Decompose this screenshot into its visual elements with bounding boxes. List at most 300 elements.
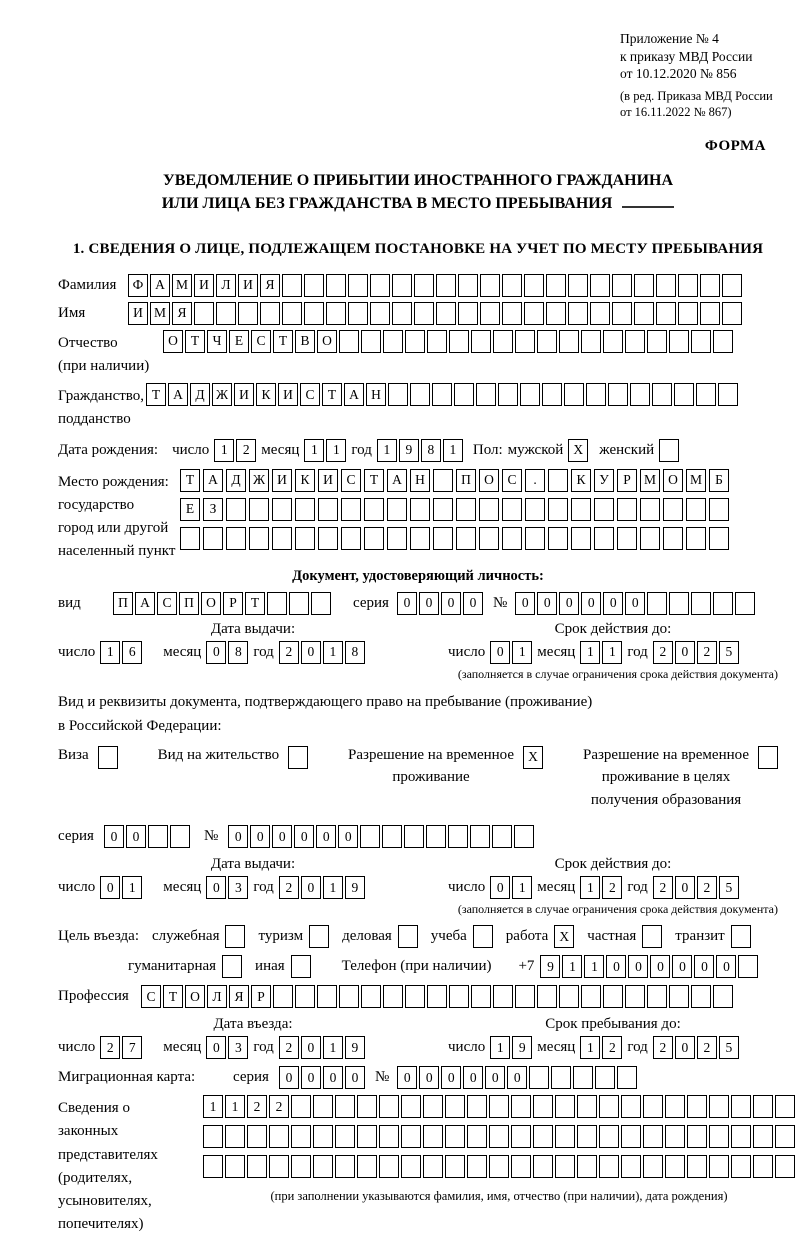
birthplace-cell[interactable]: И (272, 469, 292, 492)
representative-cell[interactable] (533, 1155, 553, 1178)
res-number-cell[interactable] (360, 825, 380, 848)
birthplace-cell[interactable] (341, 498, 361, 521)
doc-type-cell[interactable]: П (179, 592, 199, 615)
profession-cell[interactable]: О (185, 985, 205, 1008)
birthplace-cell[interactable]: М (686, 469, 706, 492)
phone-digit-cell[interactable] (738, 955, 758, 978)
identity-validity-month-cell[interactable]: 1 (580, 641, 600, 664)
surname-cell[interactable] (370, 274, 390, 297)
birthplace-cell[interactable] (295, 527, 315, 550)
representative-cell[interactable] (665, 1125, 685, 1148)
profession-cell[interactable] (361, 985, 381, 1008)
birthplace-cell[interactable] (548, 469, 568, 492)
profession-cell[interactable] (471, 985, 491, 1008)
profession-cell[interactable] (647, 985, 667, 1008)
birth-year-cell[interactable]: 1 (377, 439, 397, 462)
birthplace-cell[interactable] (548, 527, 568, 550)
phone-digit-cell[interactable]: 0 (672, 955, 692, 978)
representative-cell[interactable] (753, 1095, 773, 1118)
representative-cell[interactable] (401, 1125, 421, 1148)
patronymic-cell[interactable]: О (317, 330, 337, 353)
representative-cell[interactable] (357, 1155, 377, 1178)
surname-cell[interactable] (634, 274, 654, 297)
citizenship-cell[interactable] (388, 383, 408, 406)
res-number-cell[interactable]: 0 (294, 825, 314, 848)
representative-cell[interactable] (599, 1155, 619, 1178)
res-number-cell[interactable] (470, 825, 490, 848)
patronymic-cell[interactable]: В (295, 330, 315, 353)
residence-validity-day-cell[interactable]: 0 (490, 876, 510, 899)
birthplace-cell[interactable] (686, 527, 706, 550)
patronymic-cell[interactable] (625, 330, 645, 353)
birth-year-cell[interactable]: 8 (421, 439, 441, 462)
birthplace-cell[interactable] (272, 527, 292, 550)
firstname-cell[interactable]: Я (172, 302, 192, 325)
profession-cell[interactable] (713, 985, 733, 1008)
residence-validity-year-cell[interactable]: 2 (697, 876, 717, 899)
representative-cell[interactable] (225, 1155, 245, 1178)
representative-cell[interactable] (577, 1095, 597, 1118)
doc-number-cell[interactable]: 0 (559, 592, 579, 615)
representative-cell[interactable] (313, 1095, 333, 1118)
firstname-cell[interactable] (326, 302, 346, 325)
citizenship-cell[interactable] (718, 383, 738, 406)
representative-cell[interactable] (753, 1155, 773, 1178)
birthplace-cell[interactable] (318, 527, 338, 550)
patronymic-cell[interactable]: Т (273, 330, 293, 353)
representative-cell[interactable] (467, 1095, 487, 1118)
citizenship-cell[interactable]: А (168, 383, 188, 406)
identity-issue-day-cell[interactable]: 6 (122, 641, 142, 664)
representative-cell[interactable] (467, 1125, 487, 1148)
profession-cell[interactable] (691, 985, 711, 1008)
birthplace-cell[interactable] (709, 527, 729, 550)
res-number-cell[interactable] (426, 825, 446, 848)
representative-cell[interactable] (665, 1155, 685, 1178)
firstname-cell[interactable]: И (128, 302, 148, 325)
citizenship-cell[interactable]: Т (146, 383, 166, 406)
representative-cell[interactable] (577, 1155, 597, 1178)
citizenship-cell[interactable]: К (256, 383, 276, 406)
res-series-cell[interactable] (148, 825, 168, 848)
citizenship-cell[interactable]: С (300, 383, 320, 406)
birthplace-cell[interactable] (226, 498, 246, 521)
birthplace-cell[interactable] (571, 527, 591, 550)
mc-series-cell[interactable]: 0 (279, 1066, 299, 1089)
surname-cell[interactable] (348, 274, 368, 297)
doc-type-cell[interactable]: О (201, 592, 221, 615)
citizenship-cell[interactable] (542, 383, 562, 406)
birthplace-cell[interactable]: О (479, 469, 499, 492)
citizenship-cell[interactable]: Т (322, 383, 342, 406)
representative-cell[interactable] (731, 1125, 751, 1148)
profession-cell[interactable] (625, 985, 645, 1008)
patronymic-cell[interactable]: О (163, 330, 183, 353)
res-series-cell[interactable]: 0 (126, 825, 146, 848)
firstname-cell[interactable] (238, 302, 258, 325)
representative-cell[interactable] (511, 1095, 531, 1118)
entry-month-cell[interactable]: 0 (206, 1036, 226, 1059)
mc-series-cell[interactable]: 0 (345, 1066, 365, 1089)
patronymic-cell[interactable] (537, 330, 557, 353)
surname-cell[interactable]: Ф (128, 274, 148, 297)
patronymic-cell[interactable] (559, 330, 579, 353)
representative-cell[interactable] (687, 1155, 707, 1178)
birthplace-cell[interactable]: К (571, 469, 591, 492)
res-number-cell[interactable]: 0 (316, 825, 336, 848)
firstname-cell[interactable]: М (150, 302, 170, 325)
surname-cell[interactable] (458, 274, 478, 297)
firstname-cell[interactable] (348, 302, 368, 325)
firstname-cell[interactable] (260, 302, 280, 325)
representative-cell[interactable] (247, 1125, 267, 1148)
patronymic-cell[interactable] (581, 330, 601, 353)
birthplace-cell[interactable]: И (318, 469, 338, 492)
citizenship-cell[interactable]: Д (190, 383, 210, 406)
residence-issue-month-cell[interactable]: 0 (206, 876, 226, 899)
identity-validity-day-cell[interactable]: 1 (512, 641, 532, 664)
birthplace-cell[interactable] (364, 498, 384, 521)
birthplace-cell[interactable]: Т (364, 469, 384, 492)
birthplace-cell[interactable] (640, 498, 660, 521)
representative-cell[interactable] (379, 1155, 399, 1178)
representative-cell[interactable]: 1 (203, 1095, 223, 1118)
phone-digit-cell[interactable]: 0 (694, 955, 714, 978)
birthplace-cell[interactable] (433, 527, 453, 550)
birthplace-cell[interactable]: А (387, 469, 407, 492)
identity-validity-month-cell[interactable]: 1 (602, 641, 622, 664)
representative-cell[interactable] (599, 1095, 619, 1118)
birthplace-cell[interactable]: А (203, 469, 223, 492)
birthplace-cell[interactable] (410, 527, 430, 550)
birthplace-cell[interactable] (295, 498, 315, 521)
birthplace-cell[interactable] (663, 527, 683, 550)
stay-year-cell[interactable]: 2 (697, 1036, 717, 1059)
res-number-cell[interactable] (448, 825, 468, 848)
entry-year-cell[interactable]: 0 (301, 1036, 321, 1059)
birthplace-cell[interactable]: М (640, 469, 660, 492)
doc-number-cell[interactable] (669, 592, 689, 615)
representative-cell[interactable] (423, 1155, 443, 1178)
identity-validity-year-cell[interactable]: 2 (653, 641, 673, 664)
entry-day-cell[interactable]: 7 (122, 1036, 142, 1059)
birthplace-cell[interactable] (525, 527, 545, 550)
patronymic-cell[interactable]: Е (229, 330, 249, 353)
identity-validity-year-cell[interactable]: 5 (719, 641, 739, 664)
birth-year-cell[interactable]: 9 (399, 439, 419, 462)
representative-cell[interactable] (445, 1095, 465, 1118)
residence-issue-year-cell[interactable]: 9 (345, 876, 365, 899)
profession-cell[interactable] (273, 985, 293, 1008)
doc-type-cell[interactable] (289, 592, 309, 615)
representative-cell[interactable] (709, 1155, 729, 1178)
birthplace-cell[interactable] (594, 527, 614, 550)
profession-cell[interactable] (383, 985, 403, 1008)
stay-month-cell[interactable]: 1 (580, 1036, 600, 1059)
stay-day-cell[interactable]: 9 (512, 1036, 532, 1059)
surname-cell[interactable] (656, 274, 676, 297)
birthplace-cell[interactable] (594, 498, 614, 521)
purpose-other-checkbox[interactable] (291, 955, 311, 978)
birthplace-cell[interactable] (387, 498, 407, 521)
identity-issue-month-cell[interactable]: 0 (206, 641, 226, 664)
birth-day-cell[interactable]: 2 (236, 439, 256, 462)
birthplace-cell[interactable] (571, 498, 591, 521)
entry-year-cell[interactable]: 2 (279, 1036, 299, 1059)
birthplace-cell[interactable]: Е (180, 498, 200, 521)
identity-issue-month-cell[interactable]: 8 (228, 641, 248, 664)
phone-digit-cell[interactable]: 9 (540, 955, 560, 978)
representative-cell[interactable] (709, 1095, 729, 1118)
birthplace-cell[interactable] (180, 527, 200, 550)
surname-cell[interactable] (524, 274, 544, 297)
birthplace-cell[interactable]: З (203, 498, 223, 521)
purpose-private-checkbox[interactable] (642, 925, 662, 948)
citizenship-cell[interactable] (564, 383, 584, 406)
birthplace-cell[interactable]: П (456, 469, 476, 492)
phone-digit-cell[interactable]: 0 (606, 955, 626, 978)
birthplace-cell[interactable] (617, 498, 637, 521)
stay-day-cell[interactable]: 1 (490, 1036, 510, 1059)
doc-number-cell[interactable] (713, 592, 733, 615)
identity-issue-year-cell[interactable]: 2 (279, 641, 299, 664)
stay-year-cell[interactable]: 2 (653, 1036, 673, 1059)
doc-number-cell[interactable]: 0 (603, 592, 623, 615)
surname-cell[interactable] (546, 274, 566, 297)
doc-number-cell[interactable]: 0 (581, 592, 601, 615)
representative-cell[interactable] (489, 1095, 509, 1118)
patronymic-cell[interactable] (603, 330, 623, 353)
citizenship-cell[interactable]: И (234, 383, 254, 406)
firstname-cell[interactable] (590, 302, 610, 325)
birthplace-cell[interactable] (502, 498, 522, 521)
doc-type-cell[interactable] (311, 592, 331, 615)
profession-cell[interactable] (427, 985, 447, 1008)
purpose-official-checkbox[interactable] (225, 925, 245, 948)
identity-issue-day-cell[interactable]: 1 (100, 641, 120, 664)
birthplace-cell[interactable] (249, 527, 269, 550)
firstname-cell[interactable] (194, 302, 214, 325)
birthplace-cell[interactable]: . (525, 469, 545, 492)
res-number-cell[interactable]: 0 (272, 825, 292, 848)
patronymic-cell[interactable] (493, 330, 513, 353)
patronymic-cell[interactable] (383, 330, 403, 353)
representative-cell[interactable] (401, 1155, 421, 1178)
representative-cell[interactable] (511, 1155, 531, 1178)
residence-validity-day-cell[interactable]: 1 (512, 876, 532, 899)
surname-cell[interactable]: И (194, 274, 214, 297)
surname-cell[interactable] (678, 274, 698, 297)
phone-digit-cell[interactable]: 1 (584, 955, 604, 978)
citizenship-cell[interactable] (608, 383, 628, 406)
firstname-cell[interactable] (678, 302, 698, 325)
residence-permit-checkbox[interactable] (288, 746, 308, 769)
edu-permit-checkbox[interactable] (758, 746, 778, 769)
surname-cell[interactable] (502, 274, 522, 297)
birthplace-cell[interactable] (640, 527, 660, 550)
representative-cell[interactable] (313, 1125, 333, 1148)
citizenship-cell[interactable] (652, 383, 672, 406)
birthplace-cell[interactable]: Ж (249, 469, 269, 492)
birthplace-cell[interactable] (226, 527, 246, 550)
representative-cell[interactable] (445, 1125, 465, 1148)
representative-cell[interactable] (203, 1125, 223, 1148)
surname-cell[interactable] (282, 274, 302, 297)
res-series-cell[interactable]: 0 (104, 825, 124, 848)
birthplace-cell[interactable] (249, 498, 269, 521)
birthplace-cell[interactable] (318, 498, 338, 521)
profession-cell[interactable]: Л (207, 985, 227, 1008)
representative-cell[interactable] (577, 1125, 597, 1148)
profession-cell[interactable] (449, 985, 469, 1008)
identity-validity-year-cell[interactable]: 0 (675, 641, 695, 664)
surname-cell[interactable] (612, 274, 632, 297)
birthplace-cell[interactable] (341, 527, 361, 550)
profession-cell[interactable] (405, 985, 425, 1008)
surname-cell[interactable] (568, 274, 588, 297)
doc-number-cell[interactable]: 0 (537, 592, 557, 615)
purpose-work-checkbox[interactable]: X (554, 925, 574, 948)
purpose-business-checkbox[interactable] (398, 925, 418, 948)
birthplace-cell[interactable] (663, 498, 683, 521)
residence-issue-day-cell[interactable]: 1 (122, 876, 142, 899)
citizenship-cell[interactable] (586, 383, 606, 406)
birthplace-cell[interactable]: Б (709, 469, 729, 492)
profession-cell[interactable] (581, 985, 601, 1008)
profession-cell[interactable] (295, 985, 315, 1008)
citizenship-cell[interactable]: Ж (212, 383, 232, 406)
res-number-cell[interactable]: 0 (250, 825, 270, 848)
visa-checkbox[interactable] (98, 746, 118, 769)
mc-number-cell[interactable] (595, 1066, 615, 1089)
residence-validity-year-cell[interactable]: 0 (675, 876, 695, 899)
representative-cell[interactable] (357, 1125, 377, 1148)
birth-month-cell[interactable]: 1 (304, 439, 324, 462)
profession-cell[interactable]: Я (229, 985, 249, 1008)
citizenship-cell[interactable]: Н (366, 383, 386, 406)
representative-cell[interactable] (269, 1155, 289, 1178)
citizenship-cell[interactable] (476, 383, 496, 406)
surname-cell[interactable] (414, 274, 434, 297)
birthplace-cell[interactable] (709, 498, 729, 521)
citizenship-cell[interactable]: И (278, 383, 298, 406)
birthplace-cell[interactable] (479, 498, 499, 521)
res-number-cell[interactable] (514, 825, 534, 848)
surname-cell[interactable] (436, 274, 456, 297)
surname-cell[interactable] (590, 274, 610, 297)
mc-number-cell[interactable]: 0 (463, 1066, 483, 1089)
representative-cell[interactable] (555, 1095, 575, 1118)
patronymic-cell[interactable] (339, 330, 359, 353)
citizenship-cell[interactable] (674, 383, 694, 406)
doc-type-cell[interactable]: П (113, 592, 133, 615)
representative-cell[interactable] (709, 1125, 729, 1148)
patronymic-cell[interactable] (647, 330, 667, 353)
firstname-cell[interactable] (546, 302, 566, 325)
res-number-cell[interactable]: 0 (228, 825, 248, 848)
representative-cell[interactable] (489, 1125, 509, 1148)
identity-issue-year-cell[interactable]: 0 (301, 641, 321, 664)
representative-cell[interactable] (643, 1155, 663, 1178)
representative-cell[interactable] (621, 1125, 641, 1148)
birthplace-cell[interactable]: Т (180, 469, 200, 492)
surname-cell[interactable] (326, 274, 346, 297)
patronymic-cell[interactable] (515, 330, 535, 353)
citizenship-cell[interactable] (630, 383, 650, 406)
representative-cell[interactable] (445, 1155, 465, 1178)
res-series-cell[interactable] (170, 825, 190, 848)
patronymic-cell[interactable]: Ч (207, 330, 227, 353)
patronymic-cell[interactable]: С (251, 330, 271, 353)
mc-number-cell[interactable] (617, 1066, 637, 1089)
temp-permit-checkbox[interactable]: X (523, 746, 543, 769)
representative-cell[interactable] (291, 1155, 311, 1178)
birth-month-cell[interactable]: 1 (326, 439, 346, 462)
birth-year-cell[interactable]: 1 (443, 439, 463, 462)
profession-cell[interactable] (515, 985, 535, 1008)
birthplace-cell[interactable] (525, 498, 545, 521)
stay-month-cell[interactable]: 2 (602, 1036, 622, 1059)
identity-issue-year-cell[interactable]: 8 (345, 641, 365, 664)
representative-cell[interactable]: 2 (269, 1095, 289, 1118)
representative-cell[interactable] (643, 1125, 663, 1148)
firstname-cell[interactable] (414, 302, 434, 325)
patronymic-cell[interactable] (713, 330, 733, 353)
representative-cell[interactable] (423, 1095, 443, 1118)
representative-cell[interactable] (687, 1095, 707, 1118)
residence-validity-month-cell[interactable]: 1 (580, 876, 600, 899)
representative-cell[interactable] (775, 1155, 795, 1178)
identity-validity-year-cell[interactable]: 2 (697, 641, 717, 664)
surname-cell[interactable] (480, 274, 500, 297)
representative-cell[interactable] (335, 1095, 355, 1118)
firstname-cell[interactable] (282, 302, 302, 325)
birthplace-cell[interactable] (479, 527, 499, 550)
entry-day-cell[interactable]: 2 (100, 1036, 120, 1059)
representative-cell[interactable] (357, 1095, 377, 1118)
citizenship-cell[interactable] (696, 383, 716, 406)
doc-number-cell[interactable] (647, 592, 667, 615)
representative-cell[interactable] (643, 1095, 663, 1118)
profession-cell[interactable] (559, 985, 579, 1008)
birthplace-cell[interactable] (433, 498, 453, 521)
representative-cell[interactable] (401, 1095, 421, 1118)
res-number-cell[interactable] (492, 825, 512, 848)
representative-cell[interactable] (555, 1125, 575, 1148)
representative-cell[interactable] (335, 1125, 355, 1148)
birthplace-cell[interactable] (272, 498, 292, 521)
doc-number-cell[interactable] (691, 592, 711, 615)
firstname-cell[interactable] (700, 302, 720, 325)
birthplace-cell[interactable]: О (663, 469, 683, 492)
residence-validity-month-cell[interactable]: 2 (602, 876, 622, 899)
surname-cell[interactable]: Я (260, 274, 280, 297)
birthplace-cell[interactable] (502, 527, 522, 550)
female-checkbox[interactable] (659, 439, 679, 462)
representative-cell[interactable] (731, 1155, 751, 1178)
birthplace-cell[interactable] (364, 527, 384, 550)
representative-cell[interactable] (621, 1095, 641, 1118)
entry-year-cell[interactable]: 1 (323, 1036, 343, 1059)
patronymic-cell[interactable]: Т (185, 330, 205, 353)
purpose-tourism-checkbox[interactable] (309, 925, 329, 948)
patronymic-cell[interactable] (471, 330, 491, 353)
representative-cell[interactable] (379, 1095, 399, 1118)
birthplace-cell[interactable] (686, 498, 706, 521)
mc-number-cell[interactable]: 0 (419, 1066, 439, 1089)
birthplace-cell[interactable]: Н (410, 469, 430, 492)
representative-cell[interactable] (665, 1095, 685, 1118)
